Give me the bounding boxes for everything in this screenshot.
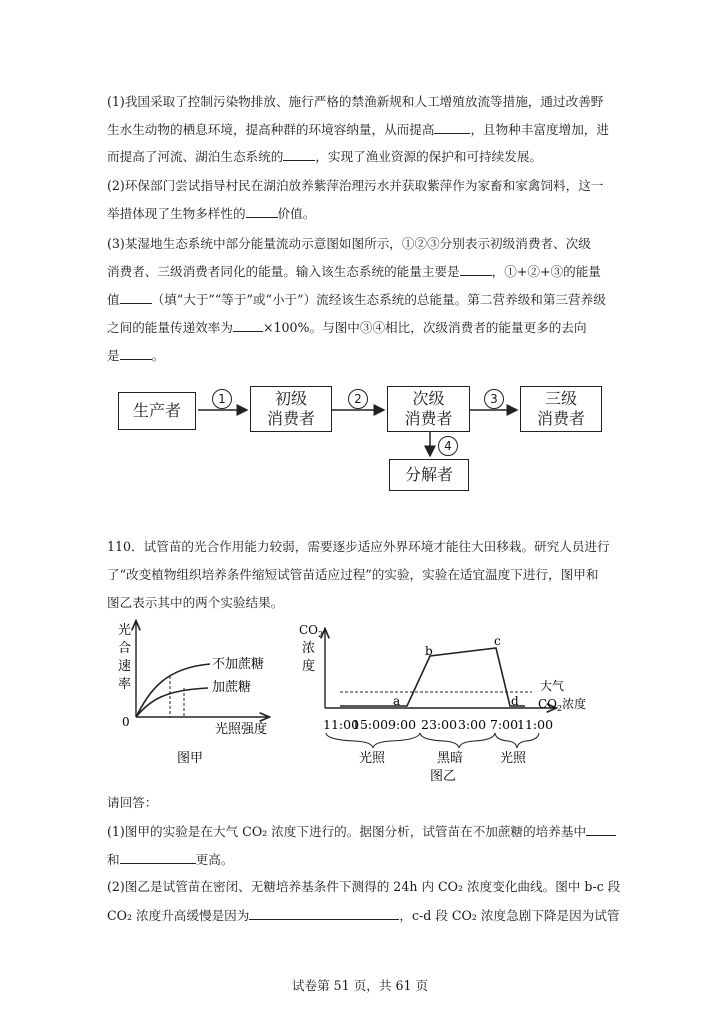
producer-box: 生产者 xyxy=(118,392,196,430)
text-span: 值 xyxy=(107,292,120,307)
text-span: CO₂ 浓度升高缓慢是因为 xyxy=(107,908,250,923)
x-axis-label: 光照强度 xyxy=(215,722,268,737)
x-tick-label: 23:00 xyxy=(421,717,458,732)
ylabel-char: 度 xyxy=(302,659,316,674)
text-line: (2)图乙是试管苗在密闭、无糖培养基条件下测得的 24h 内 CO₂ 浓度变化曲线。图中 b-c 段 xyxy=(107,879,621,894)
atmospheric-label-line1: 大气 xyxy=(540,679,565,693)
box-label: 初级 xyxy=(274,389,307,408)
text-span: 。 xyxy=(151,348,165,363)
point-label-a: a xyxy=(393,694,401,708)
text-line: 110．试管苗的光合作用能力较弱，需要逐步适应外界环境才能往大田移栽。研究人员进行 xyxy=(107,539,610,554)
x-tick-label: 11:00 xyxy=(323,717,360,732)
text-span: 更高。 xyxy=(195,852,234,867)
text-span: ，实现了渔业资源的保护和可持续发展。 xyxy=(315,149,542,164)
box-label: 消费者 xyxy=(266,409,315,428)
ylabel-char: 率 xyxy=(118,677,132,692)
origin-label: 0 xyxy=(122,715,130,729)
decomposer-box: 分解者 xyxy=(389,459,469,491)
box-label: 三级 xyxy=(544,389,577,408)
ylabel-char: 浓 xyxy=(302,641,316,656)
answer-blank[interactable] xyxy=(249,907,399,920)
text-line: (1)我国采取了控制污染物排放、施行严格的禁渔新规和人工增殖放流等措施，通过改善野 xyxy=(107,94,604,109)
page-footer: 试卷第 51 页，共 61 页 xyxy=(291,978,429,993)
x-tick-labels xyxy=(323,717,553,732)
text-span: （填“大于”“等于”或“小于”）流经该生态系统的总能量。第二营养级和第三营养级 xyxy=(151,292,606,307)
circled-number-4: 4 xyxy=(438,436,458,456)
text-line: (2)环保部门尝试指导村民在湖泊放养紫萍治理污水并获取紫萍作为家畜和家禽饲料，这一 xyxy=(107,178,604,193)
text-span: 生水生动物的栖息环境，提高种群的环境容纳量，从而提高 xyxy=(107,122,435,137)
point-label-c: c xyxy=(494,634,501,648)
answer-blank[interactable] xyxy=(586,823,616,836)
box-label: 消费者 xyxy=(404,409,453,428)
text-span: ，①+②+③的能量 xyxy=(491,264,601,279)
text-line xyxy=(107,851,617,868)
text-span: ，且物种丰富度增加，进 xyxy=(470,122,609,137)
legend-no-sucrose: 不加蔗糖 xyxy=(212,657,265,672)
text-span: (1)图甲的实验是在大气 CO₂ 浓度下进行的。据图分析，试管苗在不加蔗糖的培养基中 xyxy=(107,824,587,839)
x-tick-label: 15:00 xyxy=(352,717,389,732)
legend-sucrose: 加蔗糖 xyxy=(212,680,252,695)
text-span: 之间的能量传递效率为 xyxy=(107,320,233,335)
period-label-dark: 黑暗 xyxy=(437,751,464,766)
ylabel-char: 速 xyxy=(118,659,132,674)
point-label-b: b xyxy=(425,644,433,658)
x-tick-label: 9:00 xyxy=(388,717,417,732)
text-line xyxy=(107,823,617,840)
series-line-sucrose xyxy=(136,688,208,717)
period-label-light: 光照 xyxy=(359,751,386,766)
ylabel-co2: $CO_2$ xyxy=(299,623,324,639)
prompt-text: 请回答： xyxy=(107,795,158,810)
text-span: ×100%。与图中③④相比，次级消费者的能量更多的去向 xyxy=(262,320,587,335)
text-line xyxy=(107,907,620,924)
text-span: 和 xyxy=(107,852,120,867)
brace-light-2 xyxy=(495,733,539,748)
text-line: 图乙表示其中的两个实验结果。 xyxy=(107,595,284,610)
text-span: 是 xyxy=(107,348,120,363)
answer-blank[interactable] xyxy=(120,851,196,864)
point-label-d: d xyxy=(511,694,519,708)
atmospheric-label-line2: $CO_2$浓度 xyxy=(538,697,587,713)
text-line: 了“改变植物组织培养条件缩短试管苗适应过程”的实验，实验在适宜温度下进行，图甲和 xyxy=(107,567,599,582)
brace-light-1 xyxy=(326,733,420,748)
text-span: 而提高了河流、湖泊生态系统的 xyxy=(107,149,284,164)
x-tick-label: 7:00 xyxy=(490,717,519,732)
x-tick-label: 3:00 xyxy=(458,717,487,732)
circled-number-3: 3 xyxy=(484,389,504,409)
box-label: 次级 xyxy=(412,389,445,408)
brace-dark xyxy=(420,733,495,748)
circled-number-2: 2 xyxy=(348,389,368,409)
circled-number-1: 1 xyxy=(212,389,232,409)
period-label-light: 光照 xyxy=(500,751,527,766)
text-span: ，c-d 段 CO₂ 浓度急剧下降是因为试管 xyxy=(399,908,620,923)
series-line-no-sucrose xyxy=(136,664,210,717)
ylabel-char: 光 xyxy=(118,623,132,638)
chart-jia xyxy=(118,622,268,766)
ylabel-char: 合 xyxy=(118,641,132,656)
box-label: 消费者 xyxy=(536,409,585,428)
text-span: 举措体现了生物多样性的 xyxy=(107,206,246,221)
text-span: 消费者、三级消费者同化的能量。输入该生态系统的能量主要是 xyxy=(107,264,460,279)
text-span: 价值。 xyxy=(277,206,316,221)
text-line: (3)某湿地生态系统中部分能量流动示意图如图所示，①②③分别表示初级消费者、次级 xyxy=(107,236,591,251)
chart-title: 图甲 xyxy=(177,751,204,766)
chart-yi xyxy=(299,623,586,784)
chart-title: 图乙 xyxy=(430,769,457,784)
x-tick-label: 11:00 xyxy=(517,717,554,732)
